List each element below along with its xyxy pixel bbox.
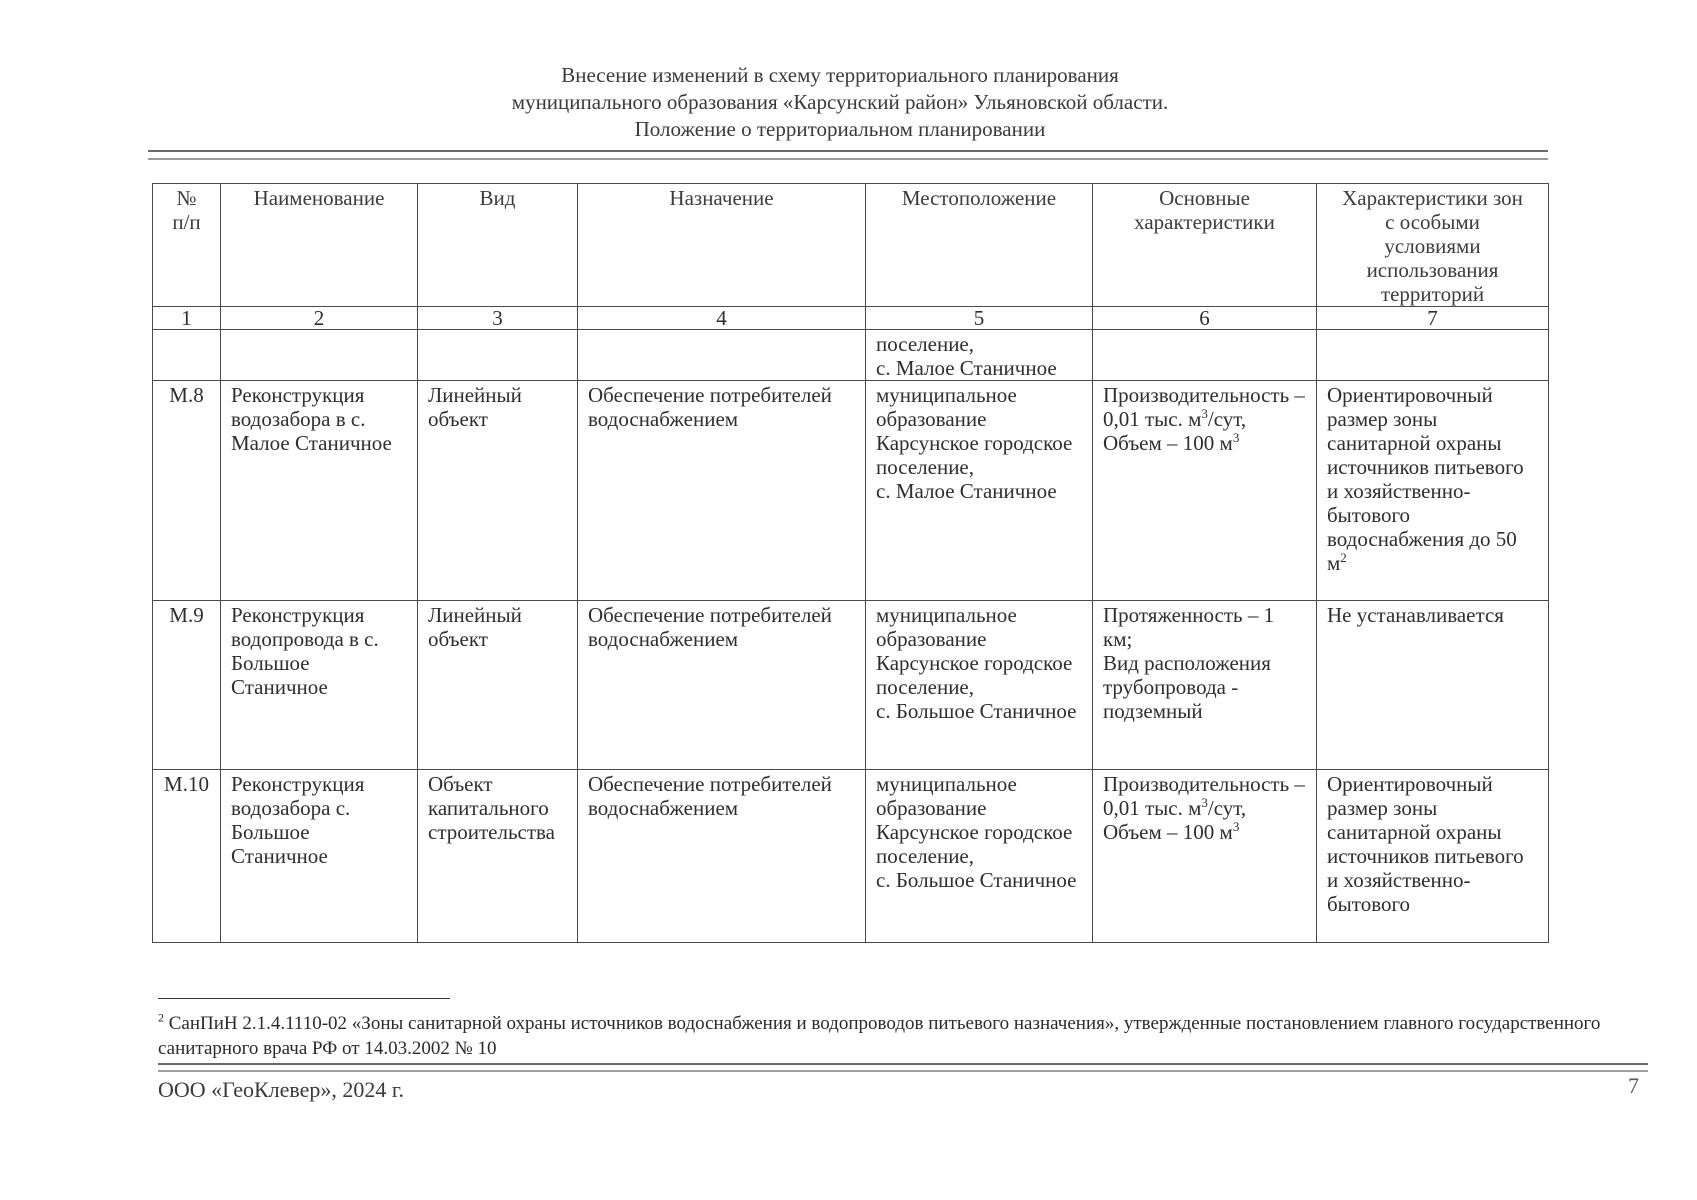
characteristics-cell: Производительность – 0,01 тыс. $м^3$/сут, Объем – 100 $м^3$ — [1093, 381, 1317, 601]
col-number: 5 — [866, 307, 1093, 330]
header-line-3: Положение о территориальном планировании — [634, 117, 1046, 141]
table-row — [153, 601, 1549, 770]
col-header-characteristics: Основные характеристики — [1093, 184, 1317, 307]
location-cell: муниципальное образование Карсунское городское поселение, с. Большое Станичное — [866, 770, 1093, 943]
footnote-separator — [158, 998, 450, 999]
zone-cell: Не устанавливается — [1317, 601, 1549, 770]
name-cell: Реконструкция водозабора в с. Малое Станичное — [221, 381, 418, 601]
col-header-zones: Характеристики зон с особыми условиями использования территорий — [1317, 184, 1549, 307]
location-cell: муниципальное образование Карсунское городское поселение, с. Большое Станичное — [866, 601, 1093, 770]
characteristics-cell: Производительность – 0,01 тыс. $м^3$/сут, Объем – 100 $м^3$ — [1093, 770, 1317, 943]
purpose-cell: Обеспечение потребителей водоснабжением — [578, 381, 866, 601]
footnote-text: СанПиН 2.1.4.1110-02 «Зоны санитарной охраны источников водоснабжения и водопроводов питьевого назначения», утвержденные постановлением главного государственного санитарного врача РФ от 14.03.2002 № 10 — [158, 1013, 1601, 1059]
row-number: М.9 — [153, 601, 221, 770]
kind-cell: Линейный объект — [418, 381, 578, 601]
table-cell — [578, 330, 866, 381]
table-row — [153, 381, 1549, 601]
zone-cell: Ориентировочный размер зоны санитарной охраны источников питьевого и хозяйственно-бытового водоснабжения до 50 $м^2$ — [1317, 381, 1549, 601]
table-row — [153, 770, 1549, 943]
table-cell — [1317, 330, 1549, 381]
location-cell: поселение, с. Малое Станичное — [866, 330, 1093, 381]
col-header-name: Наименование — [221, 184, 418, 307]
header-line-2: муниципального образования «Карсунский район» Ульяновской области. — [511, 90, 1169, 114]
purpose-cell: Обеспечение потребителей водоснабжением — [578, 601, 866, 770]
footnote — [158, 1011, 1638, 1061]
row-number: М.8 — [153, 381, 221, 601]
table-header-row — [153, 184, 1549, 307]
zone-cell: Ориентировочный размер зоны санитарной охраны источников питьевого и хозяйственно-бытового — [1317, 770, 1549, 943]
col-number: 6 — [1093, 307, 1317, 330]
col-number: 1 — [153, 307, 221, 330]
footer-organization: ООО «ГеоКлевер», 2024 г. — [158, 1077, 404, 1102]
name-cell: Реконструкция водозабора с. Большое Станичное — [221, 770, 418, 943]
table-cell — [221, 330, 418, 381]
footnote-mark: 2 — [158, 1010, 164, 1025]
kind-cell: Объект капитального строительства — [418, 770, 578, 943]
planning-objects-table — [152, 183, 1549, 943]
table-cell — [153, 330, 221, 381]
col-number: 3 — [418, 307, 578, 330]
col-number: 4 — [578, 307, 866, 330]
col-header-number: № п/п — [153, 184, 221, 307]
characteristics-cell: Протяженность – 1 км; Вид расположения трубопровода - подземный — [1093, 601, 1317, 770]
purpose-cell: Обеспечение потребителей водоснабжением — [578, 770, 866, 943]
col-header-location: Местоположение — [866, 184, 1093, 307]
col-number: 7 — [1317, 307, 1549, 330]
col-header-purpose: Назначение — [578, 184, 866, 307]
row-number: М.10 — [153, 770, 221, 943]
page-number: 7 — [1628, 1073, 1639, 1098]
table-row-continuation — [153, 330, 1549, 381]
table-cell — [1093, 330, 1317, 381]
header-line-1: Внесение изменений в схему территориального планирования — [561, 63, 1119, 87]
name-cell: Реконструкция водопровода в с. Большое Станичное — [221, 601, 418, 770]
kind-cell: Линейный объект — [418, 601, 578, 770]
column-number-row — [153, 307, 1549, 330]
footer-divider — [158, 1063, 1648, 1072]
col-number: 2 — [221, 307, 418, 330]
header-divider — [148, 150, 1548, 160]
document-header — [140, 62, 1540, 143]
col-header-kind: Вид — [418, 184, 578, 307]
table-cell — [418, 330, 578, 381]
location-cell: муниципальное образование Карсунское городское поселение, с. Малое Станичное — [866, 381, 1093, 601]
